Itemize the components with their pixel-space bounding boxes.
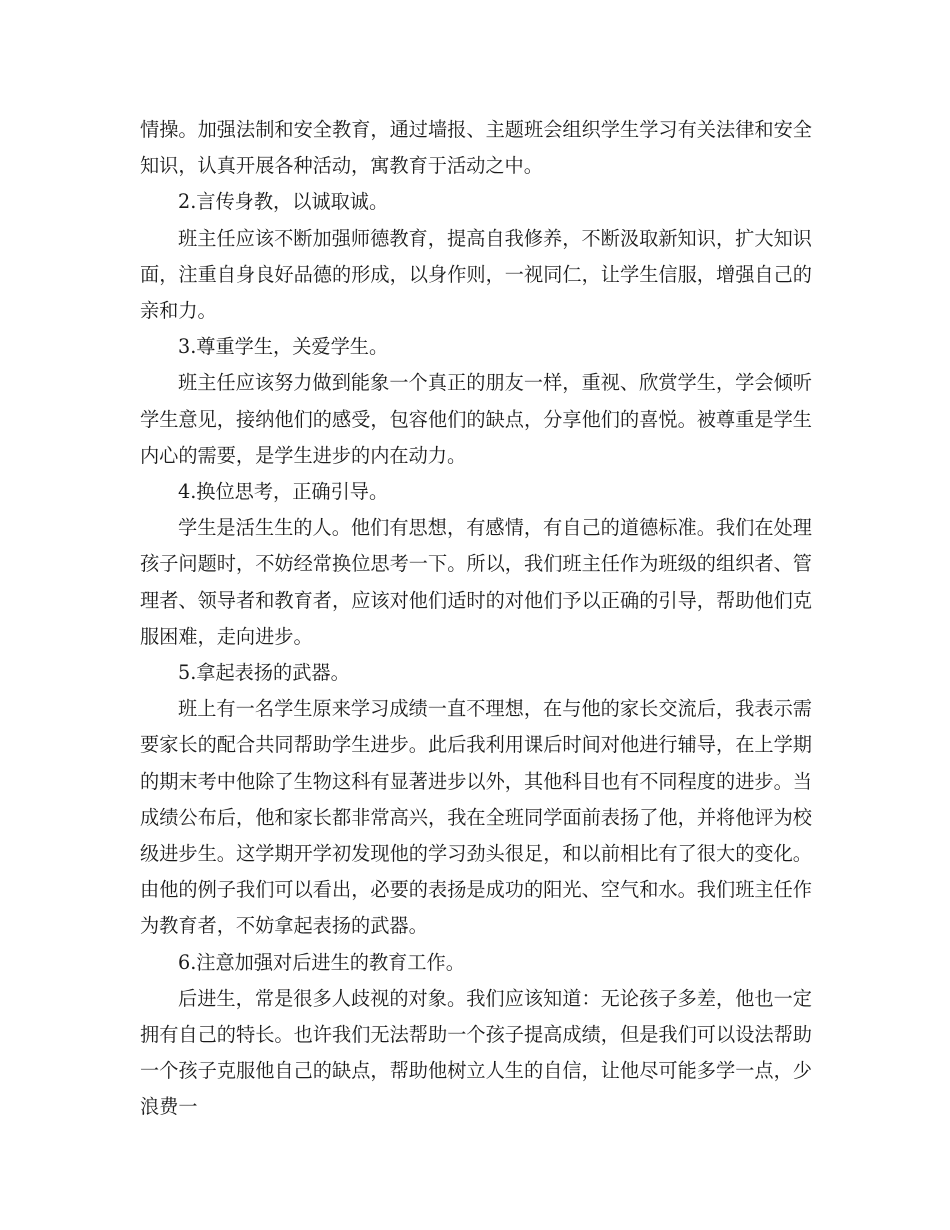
paragraph-2: 班主任应该不断加强师德教育，提高自我修养，不断汲取新知识，扩大知识面，注重自身良好品德的形成，以身作则，一视同仁，让学生信服，增强自己的亲和力。 — [140, 226, 812, 323]
section-heading-5: 5.拿起表扬的武器。 — [178, 661, 350, 685]
section-heading-4: 4.换位思考，正确引导。 — [178, 480, 389, 504]
paragraph-6: 后进生，常是很多人歧视的对象。我们应该知道：无论孩子多差，他也一定拥有自己的特长。也许我们无法帮助一个孩子提高成绩，但是我们可以设法帮助一个孩子克服他自己的缺点，帮助他树立人生的自信，让他尽可能多学一点，少浪费一 — [140, 986, 812, 1119]
paragraph-continuation: 情操。加强法制和安全教育，通过墙报、主题班会组织学生学习有关法律和安全知识，认真开展各种活动，寓教育于活动之中。 — [140, 118, 812, 178]
document-body — [140, 112, 812, 1126]
paragraph-4: 学生是活生生的人。他们有思想，有感情，有自己的道德标准。我们在处理孩子问题时，不妨经常换位思考一下。所以，我们班主任作为班级的组织者、管理者、领导者和教育者，应该对他们适时的对他们予以正确的引导，帮助他们克服困难，走向进步。 — [140, 516, 812, 648]
section-heading-2: 2.言传身教，以诚取诚。 — [178, 190, 389, 214]
paragraph-3: 班主任应该努力做到能象一个真正的朋友一样，重视、欣赏学生，学会倾听学生意见，接纳他们的感受，包容他们的缺点，分享他们的喜悦。被尊重是学生内心的需要，是学生进步的内在动力。 — [140, 371, 812, 467]
paragraph-5: 班上有一名学生原来学习成绩一直不理想，在与他的家长交流后，我表示需要家长的配合共同帮助学生进步。此后我利用课后时间对他进行辅导，在上学期的期末考中他除了生物这科有显著进步以外，其他科目也有不同程度的进步。当成绩公布后，他和家长都非常高兴，我在全班同学面前表扬了他，并将他评为校级进步生。这学期开学初发现他的学习劲头很足，和以前相比有了很大的变化。由他的例子我们可以看出，必要的表扬是成功的阳光、空气和水。我们班主任作为教育者，不妨拿起表扬的武器。 — [140, 697, 812, 938]
section-heading-3: 3.尊重学生，关爱学生。 — [178, 335, 389, 359]
section-heading-6: 6.注意加强对后进生的教育工作。 — [178, 950, 465, 974]
